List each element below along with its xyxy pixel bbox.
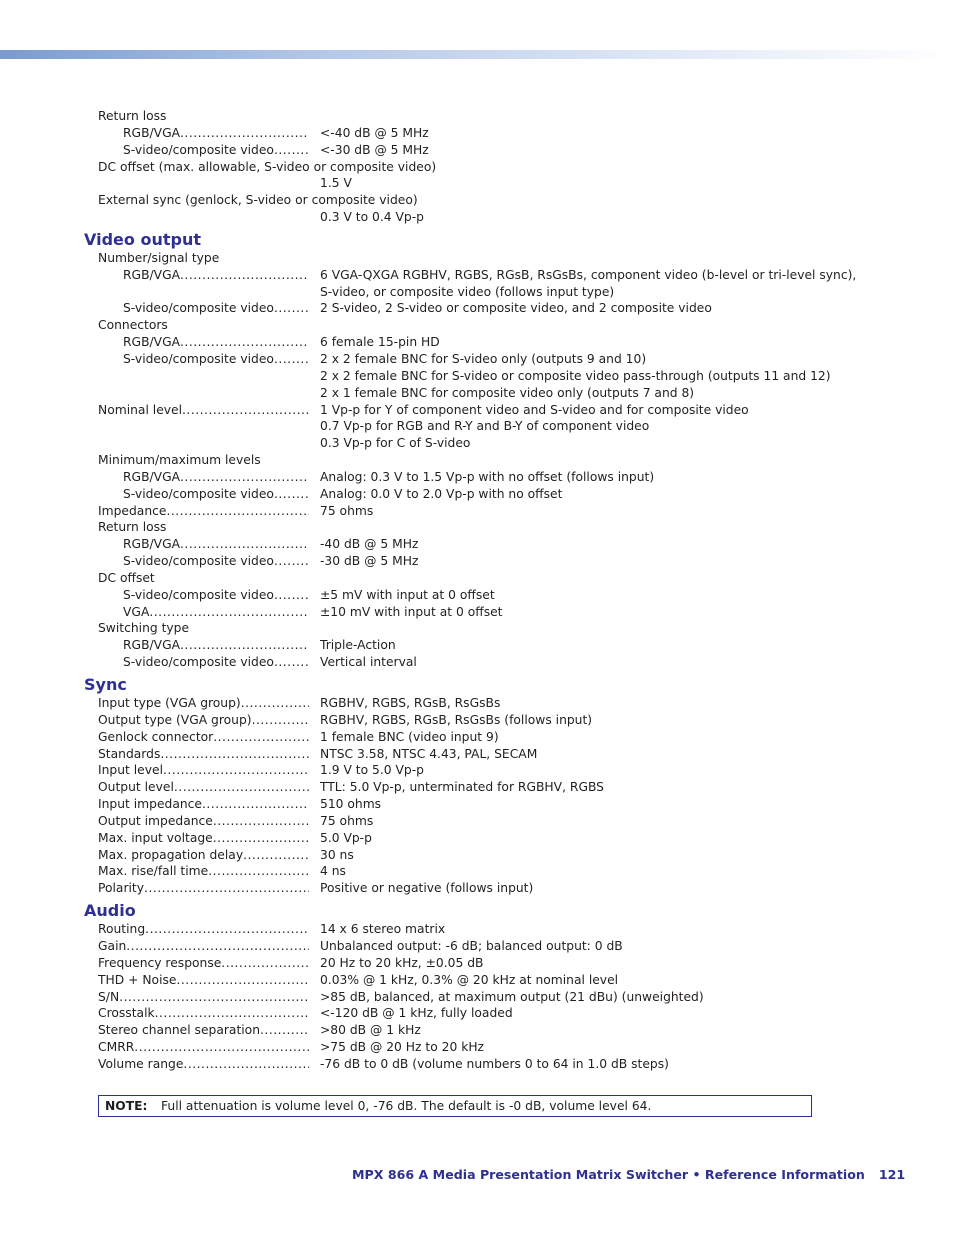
spec-row — [0, 1039, 954, 1056]
leader-dots — [274, 486, 309, 503]
spec-label: Crosstalk ..... — [98, 1005, 309, 1022]
spec-value: 1 female BNC (video input 9) — [320, 729, 499, 744]
spec-label: Switching type — [98, 621, 190, 636]
spec-label: RGB/VGA ..... — [123, 469, 309, 486]
spec-label: Max. input voltage ..... — [98, 830, 309, 847]
leader-dots — [180, 637, 309, 654]
spec-value: Positive or negative (follows input) — [320, 881, 534, 896]
spec-row — [0, 209, 954, 226]
leader-dots — [180, 125, 309, 142]
spec-value: 30 ns — [320, 847, 354, 862]
note-label: NOTE: — [105, 1099, 148, 1113]
spec-value: <-30 dB @ 5 MHz — [320, 142, 429, 157]
spec-row — [0, 267, 954, 284]
spec-row — [0, 142, 954, 159]
spec-row — [0, 604, 954, 621]
leader-dots — [221, 955, 309, 972]
spec-row — [0, 620, 954, 637]
spec-label: Impedance ..... — [98, 503, 309, 520]
spec-value: 2 x 2 female BNC for S-video only (outputs 9 and 10) — [320, 351, 647, 366]
spec-row — [0, 334, 954, 351]
spec-label: DC offset (max. allowable, S-video or composite video) — [98, 159, 437, 174]
spec-row — [0, 695, 954, 712]
spec-row — [0, 435, 954, 452]
spec-label: Number/signal type — [98, 250, 220, 265]
spec-row — [0, 536, 954, 553]
spec-value: >75 dB @ 20 Hz to 20 kHz — [320, 1040, 485, 1055]
spec-row — [0, 368, 954, 385]
leader-dots — [213, 729, 309, 746]
spec-label: S-video/composite video ..... — [123, 587, 309, 604]
spec-value: 1.9 V to 5.0 Vp-p — [320, 763, 424, 778]
spec-label: Return loss — [98, 520, 167, 535]
spec-row — [0, 553, 954, 570]
spec-row — [0, 250, 954, 267]
spec-label: External sync (genlock, S-video or composite video) — [98, 193, 418, 208]
spec-row — [0, 1005, 954, 1022]
spec-row — [0, 938, 954, 955]
spec-label: Frequency response ..... — [98, 955, 309, 972]
spec-row — [0, 989, 954, 1006]
leader-dots — [119, 989, 309, 1006]
spec-row — [0, 796, 954, 813]
header-gradient-bar — [0, 50, 954, 59]
spec-value: 0.03% @ 1 kHz, 0.3% @ 20 kHz at nominal level — [320, 972, 619, 987]
section-heading — [0, 226, 954, 250]
leader-dots — [274, 142, 309, 159]
leader-dots — [145, 921, 309, 938]
leader-dots — [144, 880, 309, 897]
spec-row — [0, 830, 954, 847]
section-title: Audio — [84, 901, 136, 921]
spec-label: S-video/composite video ..... — [123, 300, 309, 317]
spec-row — [0, 385, 954, 402]
spec-value: <-40 dB @ 5 MHz — [320, 125, 429, 140]
spec-row — [0, 486, 954, 503]
spec-label: RGB/VGA ..... — [123, 267, 309, 284]
leader-dots — [163, 762, 309, 779]
spec-label: Minimum/maximum levels — [98, 453, 261, 468]
spec-value: >80 dB @ 1 kHz — [320, 1023, 421, 1038]
spec-row — [0, 570, 954, 587]
spec-value: 20 Hz to 20 kHz, ±0.05 dB — [320, 955, 484, 970]
spec-value: NTSC 3.58, NTSC 4.43, PAL, SECAM — [320, 746, 538, 761]
spec-value: <-120 dB @ 1 kHz, fully loaded — [320, 1006, 513, 1021]
spec-value: Analog: 0.3 V to 1.5 Vp-p with no offset (follows input) — [320, 469, 655, 484]
spec-row — [0, 587, 954, 604]
section-heading — [0, 671, 954, 695]
spec-label: DC offset — [98, 570, 155, 585]
leader-dots — [126, 938, 309, 955]
spec-label: Input level ..... — [98, 762, 309, 779]
spec-value: 2 x 2 female BNC for S-video or composite video pass-through (outputs 11 and 12) — [320, 368, 831, 383]
spec-label: Polarity ..... — [98, 880, 309, 897]
leader-dots — [274, 553, 309, 570]
spec-label: Output level ..... — [98, 779, 309, 796]
spec-label: Output type (VGA group) ..... — [98, 712, 309, 729]
spec-row — [0, 847, 954, 864]
spec-row — [0, 503, 954, 520]
spec-row — [0, 654, 954, 671]
leader-dots — [180, 469, 309, 486]
spec-row — [0, 955, 954, 972]
leader-dots — [274, 351, 309, 368]
spec-label: THD + Noise ..... — [98, 972, 309, 989]
leader-dots — [213, 813, 309, 830]
spec-label: S-video/composite video ..... — [123, 142, 309, 159]
spec-value: 5.0 Vp-p — [320, 830, 372, 845]
leader-dots — [166, 503, 309, 520]
leader-dots — [252, 712, 309, 729]
leader-dots — [274, 587, 309, 604]
leader-dots — [202, 796, 309, 813]
leader-dots — [155, 1005, 309, 1022]
spec-value: Unbalanced output: -6 dB; balanced output: 0 dB — [320, 938, 623, 953]
spec-label: Input type (VGA group) ..... — [98, 695, 309, 712]
spec-row — [0, 712, 954, 729]
spec-value: 75 ohms — [320, 503, 374, 518]
spec-value: ±5 mV with input at 0 offset — [320, 587, 495, 602]
spec-value: Vertical interval — [320, 655, 417, 670]
spec-label: S-video/composite video ..... — [123, 486, 309, 503]
leader-dots — [213, 830, 309, 847]
spec-label: Gain ..... — [98, 938, 309, 955]
spec-row — [0, 108, 954, 125]
leader-dots — [149, 604, 309, 621]
spec-content — [0, 108, 954, 1073]
leader-dots — [183, 1056, 309, 1073]
spec-row — [0, 1022, 954, 1039]
spec-value: -40 dB @ 5 MHz — [320, 537, 419, 552]
spec-label: S-video/composite video ..... — [123, 553, 309, 570]
spec-row — [0, 813, 954, 830]
spec-row — [0, 469, 954, 486]
spec-value: -76 dB to 0 dB (volume numbers 0 to 64 in 1.0 dB steps) — [320, 1056, 669, 1071]
leader-dots — [208, 863, 309, 880]
spec-label: CMRR ..... — [98, 1039, 309, 1056]
leader-dots — [176, 972, 309, 989]
spec-row — [0, 284, 954, 301]
spec-label: Input impedance ..... — [98, 796, 309, 813]
spec-label: Stereo channel separation ..... — [98, 1022, 309, 1039]
spec-label: VGA ..... — [123, 604, 309, 621]
spec-value: 6 female 15-pin HD — [320, 335, 440, 350]
spec-label: Max. rise/fall time ..... — [98, 863, 309, 880]
spec-row — [0, 519, 954, 536]
spec-value: 0.3 V to 0.4 Vp-p — [320, 210, 424, 225]
spec-value: 75 ohms — [320, 813, 374, 828]
section-title: Sync — [84, 675, 127, 694]
spec-label: RGB/VGA ..... — [123, 125, 309, 142]
footer-title: MPX 866 A Media Presentation Matrix Switcher • Reference Information — [352, 1167, 865, 1182]
spec-row — [0, 762, 954, 779]
note-box — [98, 1095, 812, 1117]
spec-row — [0, 300, 954, 317]
spec-value: 0.7 Vp-p for RGB and R-Y and B-Y of component video — [320, 419, 650, 434]
spec-value: 1 Vp-p for Y of component video and S-video and for composite video — [320, 402, 749, 417]
spec-value: 4 ns — [320, 864, 346, 879]
spec-row — [0, 921, 954, 938]
spec-row — [0, 192, 954, 209]
spec-value: RGBHV, RGBS, RGsB, RsGsBs — [320, 696, 501, 710]
spec-label: RGB/VGA ..... — [123, 334, 309, 351]
spec-value: RGBHV, RGBS, RGsB, RsGsBs (follows input) — [320, 712, 593, 727]
spec-row — [0, 972, 954, 989]
leader-dots — [134, 1039, 309, 1056]
spec-value: 510 ohms — [320, 797, 382, 812]
spec-label: Routing ..... — [98, 921, 309, 938]
spec-row — [0, 729, 954, 746]
leader-dots — [274, 300, 309, 317]
spec-row — [0, 1056, 954, 1073]
page-number: 121 — [878, 1167, 906, 1182]
spec-label: RGB/VGA ..... — [123, 536, 309, 553]
spec-label: Return loss — [98, 109, 167, 123]
spec-label: S-video/composite video ..... — [123, 351, 309, 368]
spec-row — [0, 402, 954, 419]
section-heading — [0, 897, 954, 921]
spec-value: 2 S-video, 2 S-video or composite video, and 2 composite video — [320, 301, 712, 316]
spec-label: S-video/composite video ..... — [123, 654, 309, 671]
spec-row — [0, 863, 954, 880]
leader-dots — [160, 746, 309, 763]
spec-label: Output impedance ..... — [98, 813, 309, 830]
spec-label: RGB/VGA ..... — [123, 637, 309, 654]
spec-label: Connectors — [98, 318, 168, 333]
spec-value: S-video, or composite video (follows input type) — [320, 284, 615, 299]
spec-row — [0, 175, 954, 192]
spec-value: 1.5 V — [320, 176, 352, 191]
spec-row — [0, 125, 954, 142]
spec-value: Analog: 0.0 V to 2.0 Vp-p with no offset — [320, 486, 563, 501]
leader-dots — [274, 654, 309, 671]
leader-dots — [180, 334, 309, 351]
spec-row — [0, 317, 954, 334]
spec-value: ±10 mV with input at 0 offset — [320, 604, 503, 619]
leader-dots — [243, 847, 309, 864]
leader-dots — [180, 267, 309, 284]
spec-row — [0, 880, 954, 897]
spec-row — [0, 637, 954, 654]
spec-value: -30 dB @ 5 MHz — [320, 554, 419, 569]
spec-value: Triple-Action — [320, 638, 396, 653]
spec-row — [0, 452, 954, 469]
spec-value: 2 x 1 female BNC for composite video only (outputs 7 and 8) — [320, 385, 695, 400]
leader-dots — [260, 1022, 309, 1039]
spec-row — [0, 779, 954, 796]
spec-label: Volume range ..... — [98, 1056, 309, 1073]
spec-label: Genlock connector ..... — [98, 729, 309, 746]
spec-value: >85 dB, balanced, at maximum output (21 dBu) (unweighted) — [320, 989, 704, 1004]
spec-label: S/N ..... — [98, 989, 309, 1006]
leader-dots — [174, 779, 309, 796]
spec-row — [0, 746, 954, 763]
leader-dots — [180, 536, 309, 553]
note-text: Full attenuation is volume level 0, -76 dB. The default is -0 dB, volume level 64. — [161, 1099, 652, 1113]
spec-value: TTL: 5.0 Vp-p, unterminated for RGBHV, RGBS — [320, 780, 604, 795]
spec-value: 0.3 Vp-p for C of S-video — [320, 436, 471, 451]
page-footer — [352, 1167, 905, 1182]
leader-dots — [182, 402, 309, 419]
spec-label: Standards ..... — [98, 746, 309, 763]
section-title: Video output — [84, 229, 201, 249]
leader-dots — [241, 695, 309, 712]
spec-row — [0, 159, 954, 176]
spec-row — [0, 351, 954, 368]
spec-value: 6 VGA-QXGA RGBHV, RGBS, RGsB, RsGsBs, component video (b-level or tri-level sync), — [320, 267, 857, 282]
spec-value: 14 x 6 stereo matrix — [320, 922, 446, 937]
spec-label: Nominal level ..... — [98, 402, 309, 419]
spec-label: Max. propagation delay ..... — [98, 847, 309, 864]
spec-row — [0, 418, 954, 435]
